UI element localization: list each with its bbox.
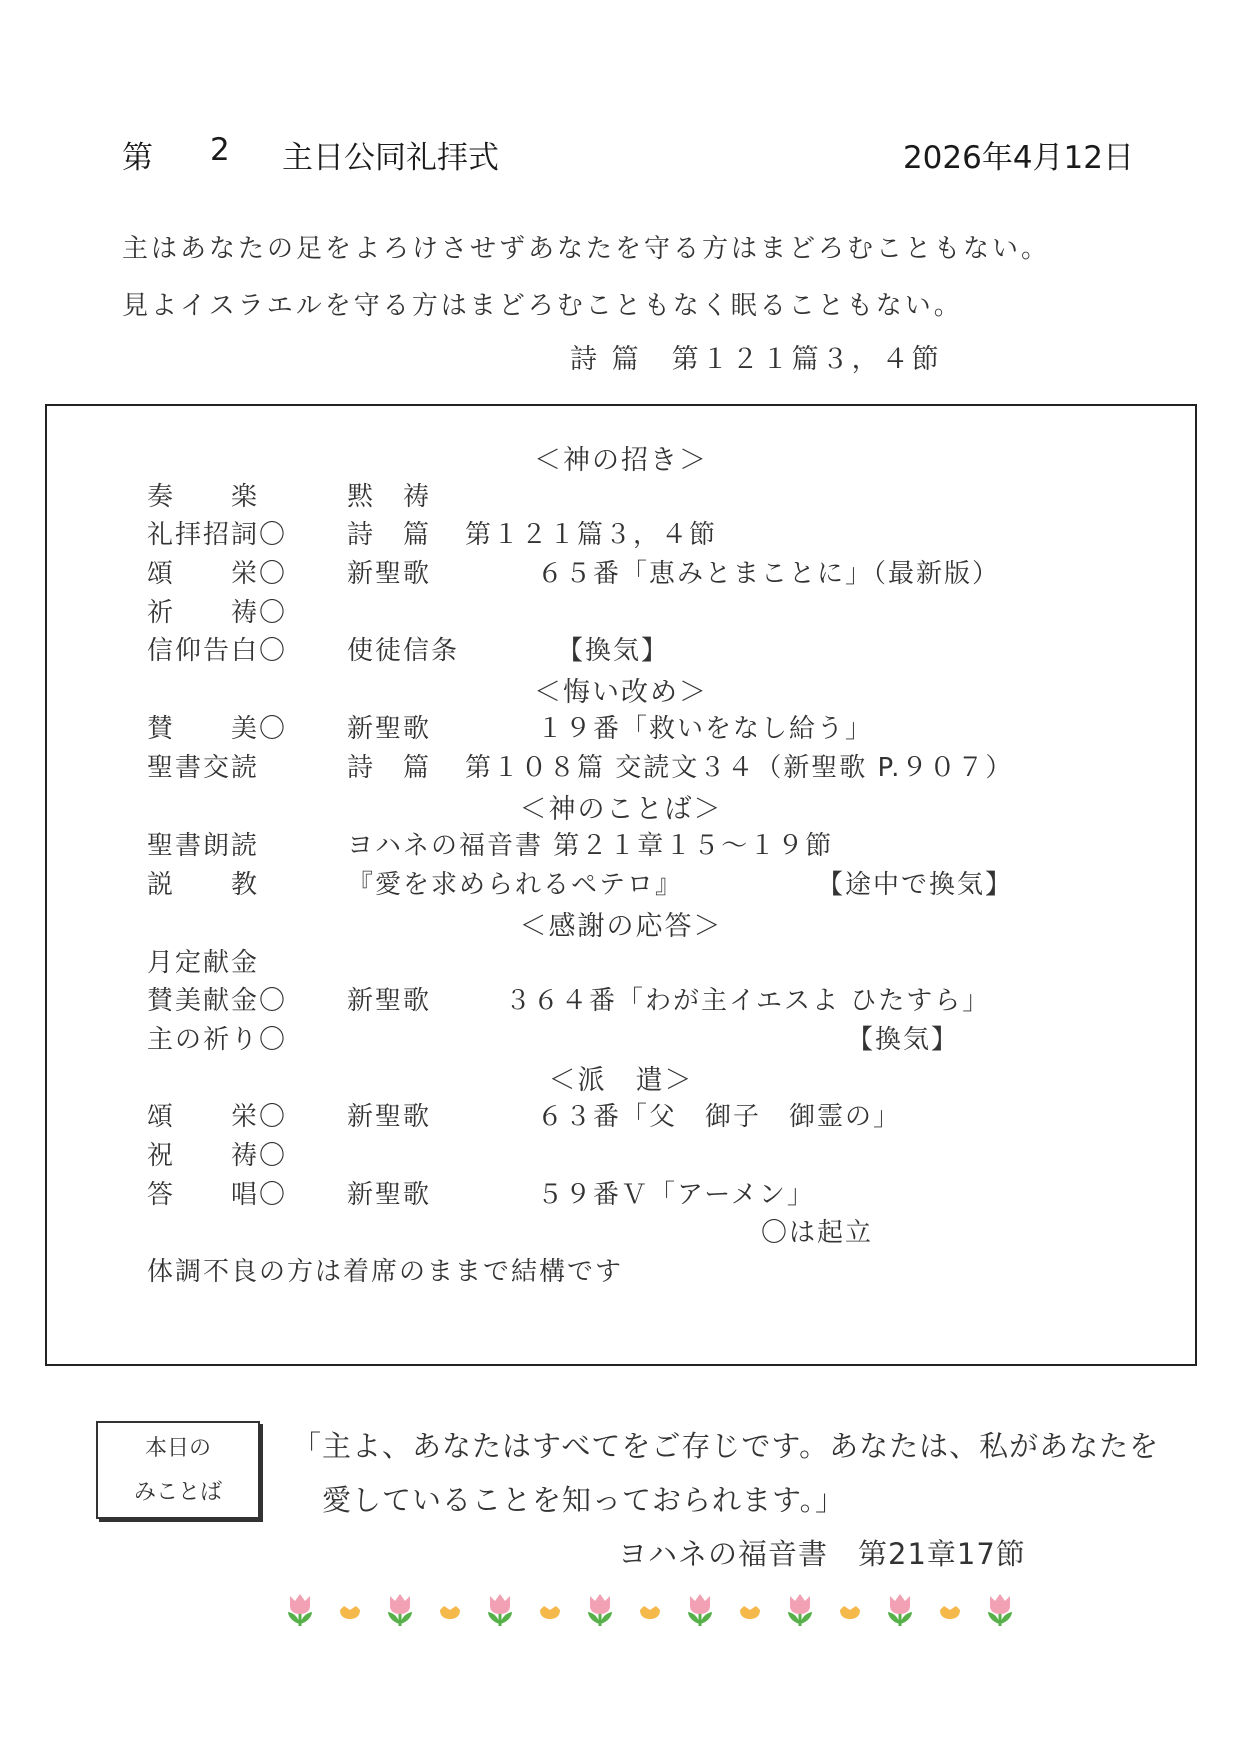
- order-item-label: 頌 栄〇: [147, 1102, 288, 1132]
- order-row-closing-doxology: [47, 1096, 1195, 1134]
- order-item-detail: ６３番「父 御子 御霊の」: [537, 1102, 902, 1132]
- tulip-icon: [282, 1590, 318, 1630]
- tulip-icon: [382, 1590, 418, 1630]
- order-item-source: 新聖歌: [347, 1180, 432, 1210]
- order-item-detail: 黙 祷: [347, 482, 432, 512]
- health-note: 体調不良の方は着席のままで結構です: [147, 1257, 624, 1287]
- standing-note-row: [47, 1212, 1195, 1250]
- order-item-source: 詩 篇: [347, 753, 432, 783]
- section-heading-word: ＜神のことば＞: [519, 794, 723, 825]
- order-row-lords-prayer: [47, 1019, 1195, 1057]
- order-item-label: 月定献金: [147, 948, 260, 978]
- order-row-praise-offering: [47, 980, 1195, 1018]
- tulip-icon: [482, 1590, 518, 1630]
- todays-word-label-box: [96, 1421, 260, 1519]
- order-row-call-to-worship: [47, 514, 1195, 552]
- opening-verse-reference: 詩 篇 第１２１篇３，４節: [570, 344, 942, 375]
- order-item-detail: 第１２１篇３，４節: [465, 520, 718, 550]
- todays-word-label-line1: 本日の: [144, 1436, 211, 1461]
- order-item-detail: ヨハネの福音書 第２１章１５～１９節: [347, 831, 834, 861]
- order-row-responsive-reading: [47, 747, 1195, 785]
- drop-icon: [332, 1596, 368, 1636]
- order-item-detail: 第１０８篇 交読文３４（新聖歌 P.９０７）: [465, 753, 1014, 783]
- health-note-row: [47, 1251, 1195, 1289]
- order-row-offering: [47, 942, 1195, 980]
- order-of-worship-box: [45, 404, 1197, 1366]
- section-heading-sending: ＜派 遣＞: [548, 1065, 694, 1096]
- tulip-icon: [582, 1590, 618, 1630]
- order-item-note: 【換気】: [557, 636, 670, 666]
- order-item-note: 【途中で換気】: [817, 870, 1014, 900]
- order-item-label: 頌 栄〇: [147, 559, 288, 589]
- drop-icon: [932, 1596, 968, 1636]
- todays-word-label-line2: みことば: [133, 1480, 222, 1505]
- section-heading-invitation: ＜神の招き＞: [534, 445, 708, 476]
- service-number-prefix: 第: [122, 140, 153, 176]
- section-heading-repentance: ＜悔い改め＞: [534, 677, 708, 708]
- service-title: 主日公同礼拝式: [282, 140, 499, 176]
- order-item-source: 新聖歌: [347, 986, 432, 1016]
- order-item-source: 新聖歌: [347, 714, 432, 744]
- order-item-label: 賛美献金〇: [147, 986, 288, 1016]
- tulip-icon: [682, 1590, 718, 1630]
- drop-icon: [632, 1596, 668, 1636]
- todays-word-reference: ヨハネの福音書 第21章17節: [618, 1537, 1026, 1571]
- order-item-label: 聖書交読: [147, 753, 260, 783]
- order-item-label: 賛 美〇: [147, 714, 288, 744]
- todays-word-line2: 愛していることを知っておられます。」: [322, 1483, 846, 1517]
- order-row-creed: [47, 630, 1195, 668]
- opening-verse-line1: 主はあなたの足をよろけさせずあなたを守る方はまどろむこともない。: [122, 234, 1051, 264]
- tulip-icon: [982, 1590, 1018, 1630]
- service-date: 2026年4月12日: [902, 140, 1134, 176]
- order-item-label: 聖書朗読: [147, 831, 260, 861]
- tulip-icon: [782, 1590, 818, 1630]
- standing-note: 〇は起立: [761, 1218, 874, 1248]
- order-row-praise: [47, 708, 1195, 746]
- order-item-label: 祝 祷〇: [147, 1141, 288, 1171]
- order-row-doxology: [47, 553, 1195, 591]
- order-item-source: 新聖歌: [347, 559, 432, 589]
- order-item-detail: ３６４番「わが主イエスよ ひたすら」: [505, 986, 991, 1016]
- order-row-prayer: [47, 592, 1195, 630]
- order-item-source: 使徒信条: [347, 636, 460, 666]
- order-item-label: 奏 楽: [147, 482, 260, 512]
- sermon-title: 『愛を求められるペテロ』: [347, 870, 684, 900]
- order-item-detail: １９番「救いをなし給う」: [537, 714, 874, 744]
- tulip-icon: [882, 1590, 918, 1630]
- todays-word-line1: 「主よ、あなたはすべてをご存じです。あなたは、私があなたを: [292, 1429, 1160, 1463]
- order-item-label: 説 教: [147, 870, 260, 900]
- bulletin-header: [122, 132, 1134, 176]
- section-heading-response: ＜感謝の応答＞: [519, 911, 723, 942]
- order-row-scripture-reading: [47, 825, 1195, 863]
- drop-icon: [532, 1596, 568, 1636]
- order-item-label: 礼拝招詞〇: [147, 520, 288, 550]
- order-item-label: 信仰告白〇: [147, 636, 288, 666]
- order-row-amen: [47, 1174, 1195, 1212]
- order-row-benediction: [47, 1135, 1195, 1173]
- flower-decoration-row: [282, 1590, 1022, 1642]
- order-row-sermon: [47, 864, 1195, 902]
- order-item-label: 答 唱〇: [147, 1180, 288, 1210]
- opening-verse-line2: 見よイスラエルを守る方はまどろむこともなく眠ることもない。: [122, 291, 963, 321]
- service-number: 2: [210, 132, 230, 168]
- drop-icon: [432, 1596, 468, 1636]
- order-item-detail: ５９番Ｖ「アーメン」: [537, 1180, 815, 1210]
- drop-icon: [832, 1596, 868, 1636]
- order-item-note: 【換気】: [847, 1025, 960, 1055]
- order-item-source: 新聖歌: [347, 1102, 432, 1132]
- drop-icon: [732, 1596, 768, 1636]
- order-row-prelude: [47, 476, 1195, 514]
- order-item-detail: ６５番「恵みとまことに」（最新版）: [537, 559, 1001, 589]
- order-item-label: 主の祈り〇: [147, 1025, 288, 1055]
- order-item-label: 祈 祷〇: [147, 598, 288, 628]
- order-item-source: 詩 篇: [347, 520, 432, 550]
